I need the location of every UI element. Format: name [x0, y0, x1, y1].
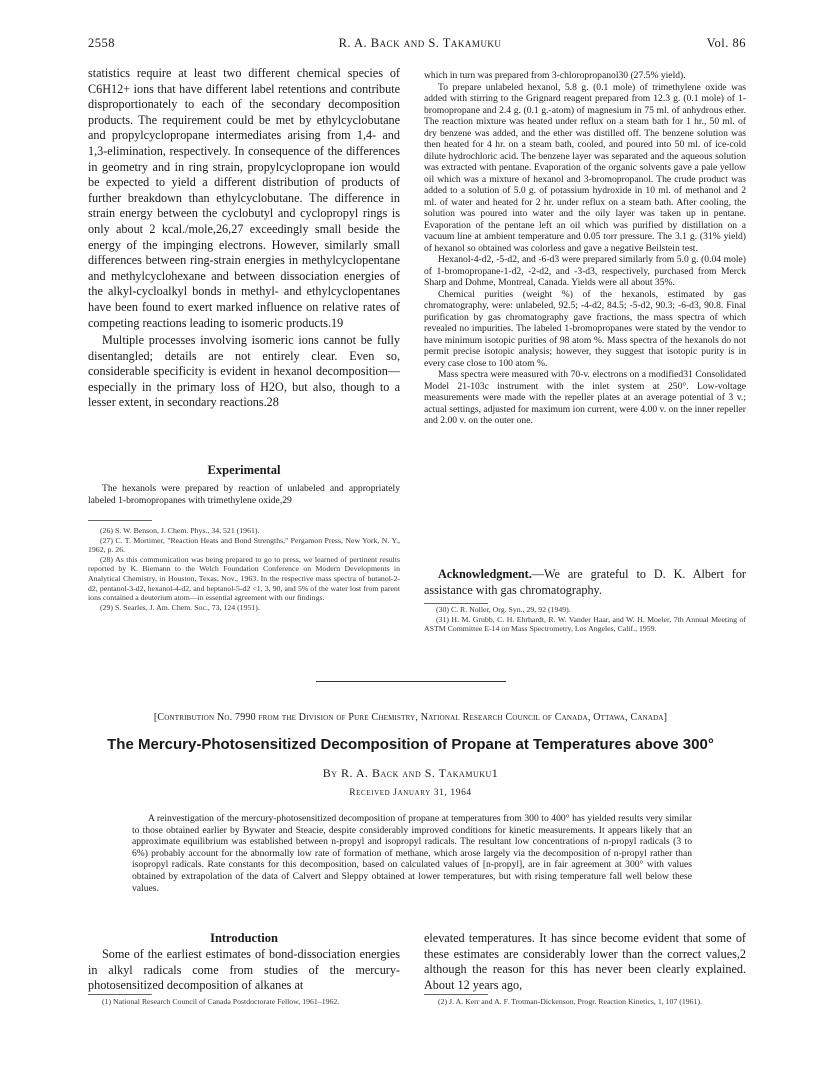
introduction-left: Some of the earliest estimates of bond-dissociation energies in alkyl radicals come from studies of the mercury-photosensitized decomposition of alkanes at [88, 947, 400, 993]
footnote-rule-intro-left [88, 994, 152, 995]
running-title: R. A. Back and S. Takamuku [338, 36, 502, 50]
introduction-heading: Introduction [210, 931, 278, 945]
volume: Vol. 86 [706, 36, 746, 50]
article-separator [316, 681, 506, 682]
right-paragraph-2: To prepare unlabeled hexanol, 5.8 g. (0.1 mole) of trimethylene oxide was added with stirring to the Grignard reagent prepared from 12.3 g. (0.1 mole) of 1-bromopropane and 2.4 g. (0.1 g.-atom) of magnesium in 75 ml. of anhydrous ether. The reaction mixture was heated under reflux on a steam bath for 1 hr., 50 ml. of dry benzene was added, and the ether was distilled off. The benzene solution was then heated for 4 hr. on a steam bath, cooled, and poured into 50 ml. of ice-cold dilute hydrochloric acid. The benzene layer was separated and the aqueous solution was extracted with pentane. Evaporation of the organic solvents gave a pale yellow oil which was a mixture of hexanol and 3-bromopropanol. The crude product was added to a solution of 5.0 g. of potassium hydroxide in 10 ml. of methanol and 2 ml. of water and heated for 2 hr. under reflux on a steam bath. After cooling, the solution was poured into water and the oily layer was taken up in pentane. Evaporation of the pentane left an oil which was purified by distillation on a vacuum line at ambient temperature and 0.05 torr pressure. The 3.1 g. (31% yield) of hexanol so obtained was colorless and gave a negative Beilstein test. [424, 81, 746, 254]
experimental-heading: Experimental [207, 463, 281, 477]
footnote-26: (26) S. W. Benson, J. Chem. Phys., 34, 521 (1961). [100, 526, 260, 535]
footnote-rule-intro-right [424, 994, 488, 995]
right-paragraph-4: Chemical purities (weight %) of the hexanols, estimated by gas chromatography, were: unlabeled, 92.5; -4-d2, 84.5; -5-d2, 90.3; -6-d3, 90.8. Final purification by gas chromatography gave fractions, the mass spectra of which revealed no impurities. The labeled 1-bromopropanes were stated by the vendor to have minimum isotopic purities of 98 atom %. Mass spectra of the hexanols do not permit precise isotopic analysis; however, they suggest that isotopic purity is in every case close to 100 atom %. [424, 288, 746, 369]
page-number: 2558 [88, 36, 115, 50]
footnote-31: (31) H. M. Grubb, C. H. Ehrhardt, R. W. Vander Haar, and W. H. Moeler, 7th Annual Meeting of ASTM Committee E-14 on Mass Spectrometry, Los Angeles, Calif., 1959. [424, 614, 746, 634]
abstract: A reinvestigation of the mercury-photosensitized decomposition of propane at temperatures from 300 to 400° has yielded results very similar to those obtained earlier by Bywater and Steacie, despite considerably improved conditions for kinetic measurements. It appears likely that an approximate equilibrium was established between n-propyl and isopropyl radicals. The resultant low concentrations of n-propyl radicals (3 to 6%) probably account for the abnormally low rate of formation of methane, which arose largely via the decomposition of n-propyl rather than isopropyl radicals. Rate constants for this decomposition, based on calculated values of [n-propyl], are in fair agreement at 300° with values obtained by extrapolation of the data of Calvert and Sleppy obtained at lower temperatures, but with rising temperature fall well below these values. [132, 813, 692, 894]
experimental-paragraph: The hexanols were prepared by reaction of unlabeled and appropriately labeled 1-bromopropanes with trimethylene oxide,29 [88, 483, 400, 506]
footnote-rule-left [88, 520, 152, 521]
introduction-right: elevated temperatures. It has since become evident that some of these estimates are considerably lower than the correct values,2 although the reason for this has never been clearly explained. About 12 years ago, [424, 931, 746, 992]
footnote-2: (2) J. A. Kerr and A. F. Trotman-Dickenson, Progr. Reaction Kinetics, 1, 107 (1961). [438, 997, 703, 1006]
footnote-1: (1) National Research Council of Canada Postdoctorate Fellow, 1961–1962. [102, 997, 340, 1006]
footnote-27: (27) C. T. Mortimer, "Reaction Heats and Bond Strengths," Pergamon Press, New York, N. Y., 1962, p. 26. [88, 535, 400, 555]
article-title: The Mercury-Photosensitized Decomposition of Propane at Temperatures above 300° [107, 736, 714, 753]
right-footnotes [424, 605, 746, 634]
footnote-29: (29) S. Searles, J. Am. Chem. Soc., 73, 124 (1951). [100, 602, 260, 612]
contribution-line: [Contribution No. 7990 from the Division of Pure Chemistry, National Research Council of Canada, Ottawa, Canada] [153, 712, 668, 723]
footnote-rule-right [424, 603, 488, 604]
right-paragraph-3: Hexanol-4-d2, -5-d2, and -6-d3 were prepared similarly from 5.0 g. (0.04 mole) of 1-bromopropane-1-d2, -2-d2, and -3-d3, respectively, purchased from Merck Sharp and Dohme, Montreal, Canada. Yields were all about 35%. [424, 254, 746, 288]
article-authors: By R. A. Back and S. Takamuku1 [322, 766, 499, 780]
left-column [88, 66, 400, 411]
right-paragraph-5: Mass spectra were measured with 70-v. electrons on a modified31 Consolidated Model 21-103c instrument with the inlet system at 250°. Low-voltage measurements were made with the repeller plates at an average potential of 3 v.; actual settings, adjusted for maximum ion current, were 4.00 v. on the inner repeller and 2.00 v. on the outer one. [424, 369, 746, 426]
acknowledgment [424, 567, 746, 598]
received-date: Received January 31, 1964 [349, 788, 472, 798]
footnote-30: (30) C. R. Noller, Org. Syn., 29, 92 (1949). [436, 605, 571, 614]
left-paragraph-1: statistics require at least two different chemical species of C6H12+ ions that have different label retentions and contribute disproportionately to each of the secondary decomposition products. The requirement could be met by ethylcyclobutane and propylcyclopropane intermediates arising from 1,4- and 1,3-elimination, respectively. In consequence of the differences in geometry and in ring strain, propylcyclopropane ion would be expected to yield a different distribution of products of further breakdown than ethylcyclobutane. The difference in strain energy between the cyclobutyl and cyclopropyl rings is only about 2 kcal./mole,26,27 exceedingly small beside the energy of the impinging electrons. However, similarly small differences between ring-strain energies in methylcyclopentane and methylcyclohexane and between dissociation energies of the alkyl-cycloalkyl bonds in methyl- and ethylcyclopentanes have been found to exert marked influence on relative rates of competing reactions leading to isomeric products.19 [88, 66, 400, 330]
acknowledgment-heading: Acknowledgment. [438, 567, 532, 581]
left-paragraph-2: Multiple processes involving isomeric ions cannot be fully disentangled; details are not entirely clear. Even so, considerable specificity is evident in hexanol decomposition—especially in the primary loss of H2O, but also, though to a lesser extent, in secondary reactions.28 [88, 333, 400, 410]
footnote-28: (28) As this communication was being prepared to go to press, we learned of pertinent results reported by K. Biemann to the Welch Foundation Conference on Modern Developments in Analytical Chemistry, in Houston, Texas, Nov., 1963. In the respective mass spectra of butanol-2-d2, pentanol-3-d2, hexanol-4-d2, and heptanol-5-d2 <1, 3, 90, and 5% of the water lost from parent ions contained a deuterium atom—in essential agreement with our findings. [88, 554, 400, 603]
right-paragraph-1: which in turn was prepared from 3-chloropropanol30 (27.5% yield). [424, 70, 686, 81]
acknowledgment-text: —We are grateful to D. K. Albert for assistance with gas chromatography. [424, 567, 746, 597]
left-footnotes [88, 526, 400, 612]
right-column [424, 70, 746, 427]
